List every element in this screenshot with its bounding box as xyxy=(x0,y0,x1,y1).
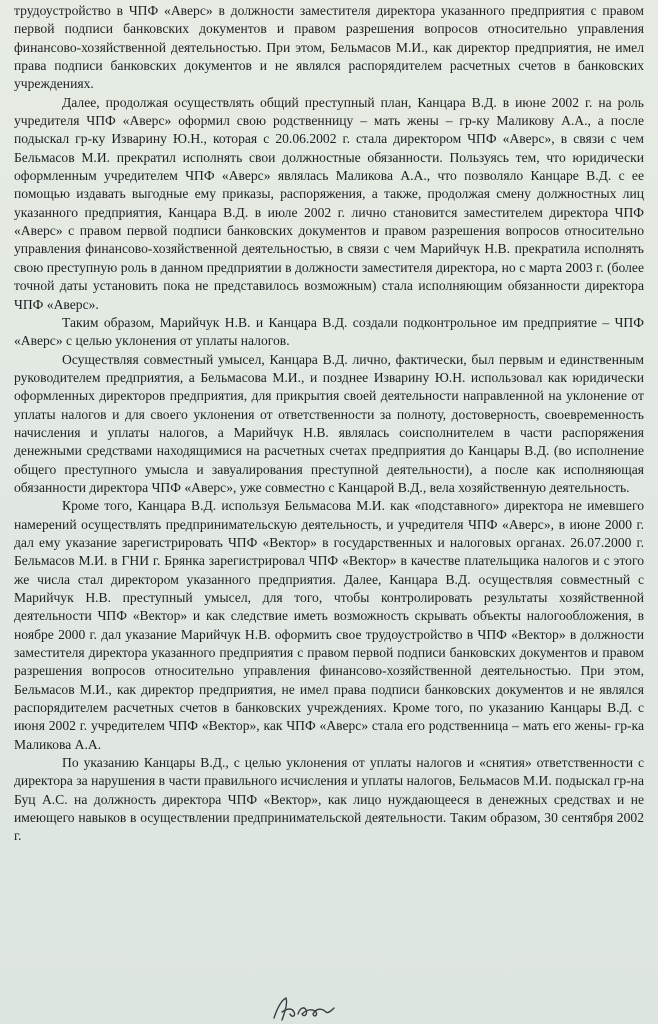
paragraph-1: трудоустройство в ЧПФ «Аверс» в должности заместителя директора указанного предприятия с правом первой подписи банковских документов и правом разрешения вопросов относительно управления финансово-хозяйственной деятельностью. При этом, Бельмасов М.И., как директор предприятия, не имел права подписи банковских документов и не являлся распорядителем расчетных счетов в банковских учреждениях. xyxy=(14,3,644,92)
paragraph-6: По указанию Канцары В.Д., с целью уклонения от уплаты налогов и «снятия» ответственности с директора за нарушения в части правильного исчисления и уплаты налогов, Бельмасов М.И. подыскал гр-на Буц А.С. на должность директора ЧПФ «Вектор», как лицо нуждающееся в денежных средствах и не имеющего навыков в осуществлении предпринимательской деятельности. Таким образом, 30 сентября 2002 г. xyxy=(14,755,644,844)
paragraph-5: Кроме того, Канцара В.Д. используя Бельмасова М.И. как «подставного» директора не имевшего намерений осуществлять предпринимательскую деятельность, и учредителя ЧПФ «Аверс», в июне 2000 г. дал ему указание зарегистрировать ЧПФ «Вектор» в государственных и налоговых органах. 26.07.2000 г. Бельмасов М.И. в ГНИ г. Брянка зарегистрировал ЧПФ «Вектор» в качестве плательщика налогов и с этого же числа стал директором указанного предприятия. Далее, Канцара В.Д. осуществляя совместный с Марийчук Н.В. преступный умысел, для того, чтобы контролировать результаты хозяйственной деятельности ЧПФ «Вектор» и как следствие иметь возможность скрывать объекты налогообложения, в ноябре 2000 г. дал указание Марийчук Н.В. оформить свое трудоустройство в ЧПФ «Вектор» в должности заместителя директора указанного предприятия с правом первой подписи банковских документов и правом разрешения вопросов относительно управления финансово-хозяйственной деятельностью. При этом, Бельмасов М.И., как директор предприятия, не имел права подписи банковских документов и не являлся распорядителем расчетных счетов в банковских учреждениях. Кроме того, по указанию Канцары В.Д. с июня 2002 г. учредителем ЧПФ «Вектор», как ЧПФ «Аверс» стала его родственница – мать его жены- гр-ка Маликова А.А. xyxy=(14,498,644,752)
document-body xyxy=(14,2,644,846)
paragraph-3: Таким образом, Марийчук Н.В. и Канцара В.Д. создали подконтрольное им предприятие – ЧПФ «Аверс» с целью уклонения от уплаты налогов. xyxy=(14,314,644,349)
paragraph-4: Осуществляя совместный умысел, Канцара В.Д. лично, фактически, был первым и единственным руководителем предприятия, а Бельмасова М.И., и позднее Изварину Ю.Н. использовал как юридически оформленных директоров предприятия, для прикрытия своей деятельности направленной на уклонение от уплаты налогов и для своего уклонения от ответственности за полноту, достоверность, своевременность начисления и уплаты налогов, а Марийчук Н.В. являлась соисполнителем в части распоряжения денежными средствами находящимися на расчетных счетах предприятия до Канцары В.Д. (во исполнение общего преступного умысла и завуалирования преступной деятельности), а после как исполняющая обязанности директора ЧПФ «Аверс», уже совместно с Канцарой В.Д., вела хозяйственную деятельность. xyxy=(14,351,644,495)
paragraph-2: Далее, продолжая осуществлять общий преступный план, Канцара В.Д. в июне 2002 г. на роль учредителя ЧПФ «Аверс» оформил свою родственницу – мать жены – гр-ку Маликову А.А., а после подыскал гр-ку Изварину Ю.Н., которая с 20.06.2002 г. стала директором ЧПФ «Аверс», в связи с чем Бельмасов М.И. прекратил исполнять свои должностные обязанности. Пользуясь тем, что юридически оформленным учредителем ЧПФ «Аверс» являлась Маликова А.А., что позволяло Канцаре В.Д. с ее помощью издавать выгодные ему приказы, распоряжения, а также, продолжая смену должностных лиц указанного предприятия, Канцара В.Д. в июле 2002 г. лично становится заместителем директора ЧПФ «Аверс» с правом первой подписи банковских документов и правом разрешения вопросов относительно управления финансово-хозяйственной деятельностью, в связи с чем Марийчук Н.В. прекратила исполнять свою преступную роль в данном предприятии в должности заместителя директора, но с марта 2003 г. (более точной даты установить пока не представилось возможным) стала исполняющим обязанности директора ЧПФ «Аверс». xyxy=(14,94,644,312)
handwritten-signature xyxy=(268,990,348,1024)
